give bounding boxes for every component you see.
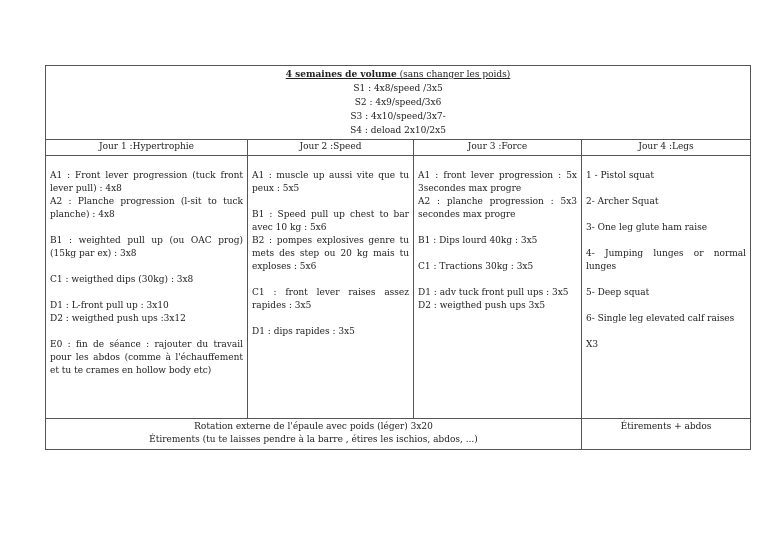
day-3-heading: Jour 3 :Force	[414, 140, 582, 156]
exercise-line: B2 : pompes explosives genre tu mets des step ou 20 kg mais tu exploses : 5x6	[252, 236, 409, 272]
exercise-line: D1 : dips rapides : 3x5	[252, 327, 355, 337]
spacer	[586, 209, 746, 222]
exercise-line: 3- One leg glute ham raise	[586, 223, 708, 233]
day-heading-row	[46, 140, 751, 156]
spacer	[50, 261, 243, 274]
exercise-line: A2 : planche progression : 5x3 secondes max progre	[418, 197, 577, 220]
header-row	[46, 66, 751, 140]
spacer	[418, 274, 577, 287]
exercise-line: B1 : Dips lourd 40kg : 3x5	[418, 236, 538, 246]
spacer	[418, 222, 577, 235]
footer-rotation-line: Rotation externe de l'épaule avec poids (léger) 3x20	[194, 422, 433, 432]
program-title	[50, 68, 746, 82]
day-1-heading: Jour 1 :Hypertrophie	[46, 140, 248, 156]
exercise-line: A1 : Front lever progression (tuck front lever pull) : 4x8	[50, 171, 243, 194]
day-2-content	[248, 156, 414, 419]
spacer	[252, 313, 409, 326]
spacer	[586, 183, 746, 196]
exercise-line: D2 : weigthed push ups 3x5	[418, 301, 546, 311]
spacer	[50, 287, 243, 300]
program-header	[46, 66, 751, 140]
footer-left	[46, 419, 582, 450]
exercise-line: C1 : weigthed dips (30kg) : 3x8	[50, 275, 194, 285]
spacer	[586, 235, 746, 248]
footer-row	[46, 419, 751, 450]
exercise-line: E0 : fin de séance : rajouter du travail pour les abdos (comme à l'échauffement et tu te crames en hollow body etc)	[50, 340, 243, 376]
exercise-line: C1 : Tractions 30kg : 3x5	[418, 262, 534, 272]
exercise-line: 6- Single leg elevated calf raises	[586, 314, 735, 324]
exercise-line: B1 : Speed pull up chest to bar avec 10 kg : 5x6	[252, 210, 409, 233]
exercise-line: D2 : weigthed push ups :3x12	[50, 314, 186, 324]
spacer	[418, 248, 577, 261]
footer-stretch-line: Étirements (tu te laisses pendre à la barre , étires les ischios, abdos, ...)	[149, 435, 478, 445]
spacer	[252, 196, 409, 209]
exercise-line: 2- Archer Squat	[586, 197, 659, 207]
week-4-line: S4 : deload 2x10/2x5	[350, 126, 446, 136]
spacer	[252, 274, 409, 287]
exercise-line: A1 : front lever progression : 5x 3secondes max progre	[418, 171, 577, 194]
spacer	[586, 274, 746, 287]
spacer	[586, 300, 746, 313]
program-title-note: (sans changer les poids)	[396, 70, 511, 80]
day-3-content	[414, 156, 582, 419]
week-1-line: S1 : 4x8/speed /3x5	[353, 84, 443, 94]
rounds-label: X3	[586, 340, 599, 350]
program-title-bold: 4 semaines de volume	[285, 70, 397, 80]
workout-document	[45, 65, 750, 450]
exercise-line: B1 : weighted pull up (ou OAC prog) (15kg par ex) : 3x8	[50, 236, 243, 259]
exercise-line: D1 : adv tuck front pull ups : 3x5	[418, 288, 569, 298]
footer-right: Étirements + abdos	[582, 419, 751, 450]
exercise-line: D1 : L-front pull up : 3x10	[50, 301, 169, 311]
day-1-content	[46, 156, 248, 419]
day-content-row	[46, 156, 751, 419]
exercise-line: 5- Deep squat	[586, 288, 650, 298]
day-4-content	[582, 156, 751, 419]
spacer	[586, 326, 746, 339]
day-2-heading: Jour 2 :Speed	[248, 140, 414, 156]
spacer	[50, 326, 243, 339]
exercise-line: C1 : front lever raises assez rapides : 3x5	[252, 288, 409, 311]
day-4-heading: Jour 4 :Legs	[582, 140, 751, 156]
exercise-line: 1 - Pistol squat	[586, 171, 654, 181]
exercise-line: 4- Jumping lunges or normal lunges	[586, 249, 747, 272]
week-3-line: S3 : 4x10/speed/3x7-	[350, 112, 446, 122]
exercise-line: A2 : Planche progression (l-sit to tuck planche) : 4x8	[50, 197, 243, 220]
workout-table	[45, 65, 751, 450]
week-2-line: S2 : 4x9/speed/3x6	[354, 98, 442, 108]
spacer	[50, 222, 243, 235]
exercise-line: A1 : muscle up aussi vite que tu peux : 5x5	[252, 171, 409, 194]
